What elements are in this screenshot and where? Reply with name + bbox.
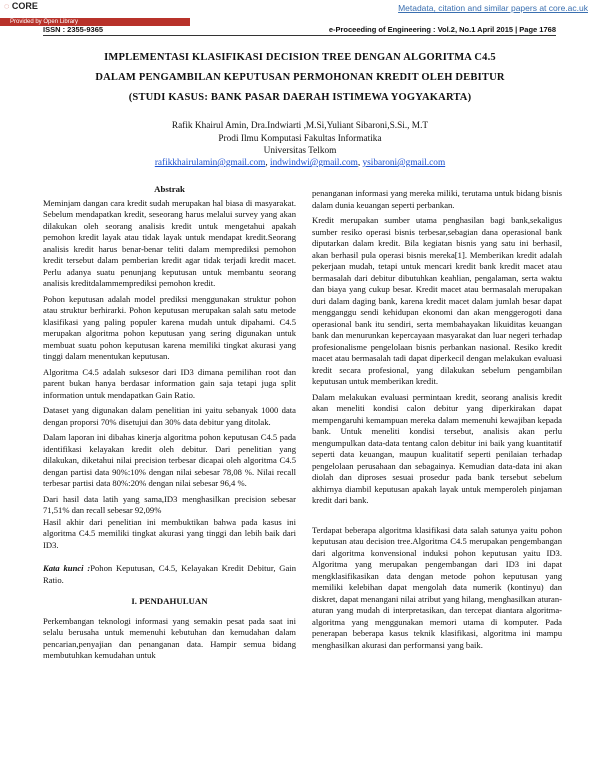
- body-paragraph: Terdapat beberapa algoritma klasifikasi data salah satunya yaitu pohon keputusan atau decision tree.Algoritma C4.5 merupakan pengembangan dari algoritma konvensional induksi pohon keputusan yaitu ID3. Algoritma yang merupakan pengembangan dari ID3 ini dapat mengklasifikasikan data dengan metode pohon keputusan yang memiliki kelebihan dapat mengolah data numerik (kontinyu) dan diskret, dapat menangani nilai atribut yang hilang, menghasilkan aturan-aturan yang mudah di interpretasikan, dan tercepat diantara algoritma-algoritma yang menggunakan memori utama di komputer. Pada penerapan beberapa kasus teknik klasifikasi, algoritma ini mampu menghasilkan akurasi dan performansi yang baik.: [312, 524, 562, 650]
- paper-title-line-1: IMPLEMENTASI KLASIFIKASI DECISION TREE DENGAN ALGORITMA C4.5: [104, 52, 496, 63]
- body-paragraph: Kredit merupakan sumber utama penghasilan bagi bank,sekaligus sumber resiko operasi bisnis terbesar,sebagian dana operasional bank diputarkan dalam kredit. Bila kegiatan bisnis yang satu ini berhasil, akan berhasil pula operasi bisnis mereka[1]. Memberikan kredit adalah pekerjaan mudah, tetapi untuk mencari kredit bank kredit macet atau bermasalah dari debitur dibutuhkan keahlian, pengalaman, serta waktu dan biaya yang cukup besar. Kredit macet atau bermasalah merupakan duri dalam daging bank, karena kredit macet dalam jumlah besar dapat mengganggu sendi kehidupan ekonomi dan akan menggerogoti dana operasional bank itu sendiri, serta membahayakan likuiditas keuangan bank dan menurunkan kepercayaan masyarakat dan luar negeri terhadap profesionalisme pengelolaan bisnis perbankan nasional. Resiko kredit macet atau bermasalah tadi dapat diperkecil dengan melakukan evaluasi kredit secara profesional, yang dilakukan sebelum pengambilan keputusan untuk memberikan kredit.: [312, 215, 562, 386]
- core-logo[interactable]: [4, 1, 38, 11]
- abstract-paragraph: Dataset yang digunakan dalam penelitian ini yaitu sebanyak 1000 data dengan proporsi 70% disetujui dan 30% data debitur yang ditolak.: [43, 405, 296, 427]
- keywords-text: Pohon Keputusan, C4.5, Kelayakan Kredit Debitur, Gain Ratio.: [43, 563, 296, 585]
- abstract-heading: Abstrak: [154, 184, 185, 194]
- abstract-paragraph: Meminjam dangan cara kredit sudah merupakan hal biasa di masyarakat. Sebelum mendapatkan kredit, seseorang harus melalui survey yang akan dilakukan oleh seorang analisis kredit untuk mengetahui apakah pemohon kredit layak atau tidak layak untuk mendapat kredit.Seorang analisis kredit harus benar-benar teliti dalam memprediksi pemohon kredit tersebut dalam pemberian kredit agar tidak terjadi kredit macet. Perlu adanya suatu penunjang keputusan untuk membantu seorang analisis kreditdalammemprediksi pemohon kredit.: [43, 197, 296, 288]
- paragraph-gap: [312, 511, 562, 525]
- right-column: [312, 188, 562, 655]
- core-logo-text: CORE: [11, 1, 38, 11]
- author-university: Universitas Telkom: [263, 146, 337, 156]
- core-banner: [0, 0, 600, 18]
- intro-heading: I. PENDAHULUAN: [131, 596, 208, 606]
- body-paragraph: Dalam melakukan evaluasi permintaan kredit, seorang analisis kredit akan meneliti kondisi calon debitur yang diperkirakan dapat mempengaruhi kemampuan mereka dalam memenuhi kewajiban kepada bank. Untuk meneliti kondisi tersebut, analisis akan perlu mengumpulkan data-data tentang calon debitur ini baik yang kuantitatif seperti data keuangan, maupun kualitatif seperti penilaian terhadap pengelolaan perusahaan dan sebagainya. Kemudian data-data ini akan diolah dan diproses sesuai prosedur pada bank tersebut sebelum akhirnya diambil keputusan apakah layak untuk memperoleh pinjaman kredit dari bank.: [312, 391, 562, 505]
- keywords: [43, 563, 296, 586]
- journal-header: e-Proceeding of Engineering : Vol.2, No.1 April 2015 | Page 1768: [328, 25, 556, 34]
- issn-label: ISSN : 2355-9365: [43, 25, 104, 34]
- core-metadata-link[interactable]: Metadata, citation and similar papers at core.ac.uk: [398, 3, 588, 13]
- paper-title-line-3: (STUDI KASUS: BANK PASAR DAERAH ISTIMEWA YOGYAKARTA): [128, 92, 472, 103]
- abstract-paragraph: Dalam laporan ini dibahas kinerja algoritma pohon keputusan C4.5 pada identifikasi kelayakan kredit oleh debitur. Dari penelitian yang dilakukan, diketahui nilai precision terbesar dicapai oleh algoritma C4.5 dengan partisi data 90%:10% dengan nilai sebesar 78,08 %. Nilai recall terbesar partisi data 80%:20% dengan nilai sebesar 96,4 %.: [43, 432, 296, 488]
- open-library-provider-bar[interactable]: Provided by Open Library: [0, 18, 190, 26]
- author-department: Prodi Ilmu Komputasi Fakultas Informatika: [218, 134, 382, 144]
- abstract-paragraph: Dari hasil data latih yang sama,ID3 menghasilkan precision sebesar 71,51% dan recall sebesar 92,09%: [43, 493, 296, 515]
- author-names: Rafik Khairul Amin, Dra.Indwiarti ,M.Si,Yuliant Sibaroni,S.Si., M.T: [171, 121, 429, 131]
- intro-paragraph: Perkembangan teknologi informasi yang semakin pesat pada saat ini selalu berusaha untuk memenuhi kebutuhan dan kemudahan dalam pencarian,penyajian dan penanganan data. Hampir semua bidang membutuhkan kemudahan untuk: [43, 615, 296, 660]
- abstract-paragraph: Hasil akhir dari penelitian ini membuktikan bahwa pada kasus ini algoritma C4.5 memiliki tingkat akurasi yang tinggi dan lebih baik dari ID3.: [43, 516, 296, 550]
- core-logo-mark: ◌: [4, 1, 10, 11]
- body-paragraph: penanganan informasi yang mereka miliki, terutama untuk bidang bisnis dalam dunia keuangan seperti perbankan.: [312, 188, 562, 210]
- header-rule: [43, 35, 556, 36]
- email-link-1[interactable]: rafikkhairulamin@gmail.com: [154, 158, 266, 168]
- email-separator-1: ,: [265, 158, 271, 168]
- left-column: [43, 184, 296, 666]
- email-link-3[interactable]: ysibaroni@gmail.com: [362, 158, 446, 168]
- abstract-paragraph: Pohon keputusan adalah model prediksi menggunakan struktur pohon atau struktur berhirarki. Pohon keputusan merupakan salah satu metode klasifikasi yang paling populer karena mudah untuk dipahami. C4.5 merupakan algoritma pohon keputusan yang sering digunakan untuk membuat suatu pohon keputusan karena memiliki tingkat akurasi yang tinggi dalam menentukan keputusan.: [43, 293, 296, 361]
- email-separator-2: ,: [357, 158, 363, 168]
- abstract-paragraph: Algoritma C4.5 adalah suksesor dari ID3 dimana pemilihan root dan parent bukan hanya berdasar information gain saja tetapi juga split information untuk mendapatkan Gain Ratio.: [43, 366, 296, 400]
- keywords-label: Kata kunci :: [43, 563, 91, 573]
- author-emails: [40, 158, 560, 168]
- paper-title-line-2: DALAM PENGAMBILAN KEPUTUSAN PERMOHONAN KREDIT OLEH DEBITUR: [95, 72, 505, 83]
- email-link-2[interactable]: indwindwi@gmail.com: [270, 158, 358, 168]
